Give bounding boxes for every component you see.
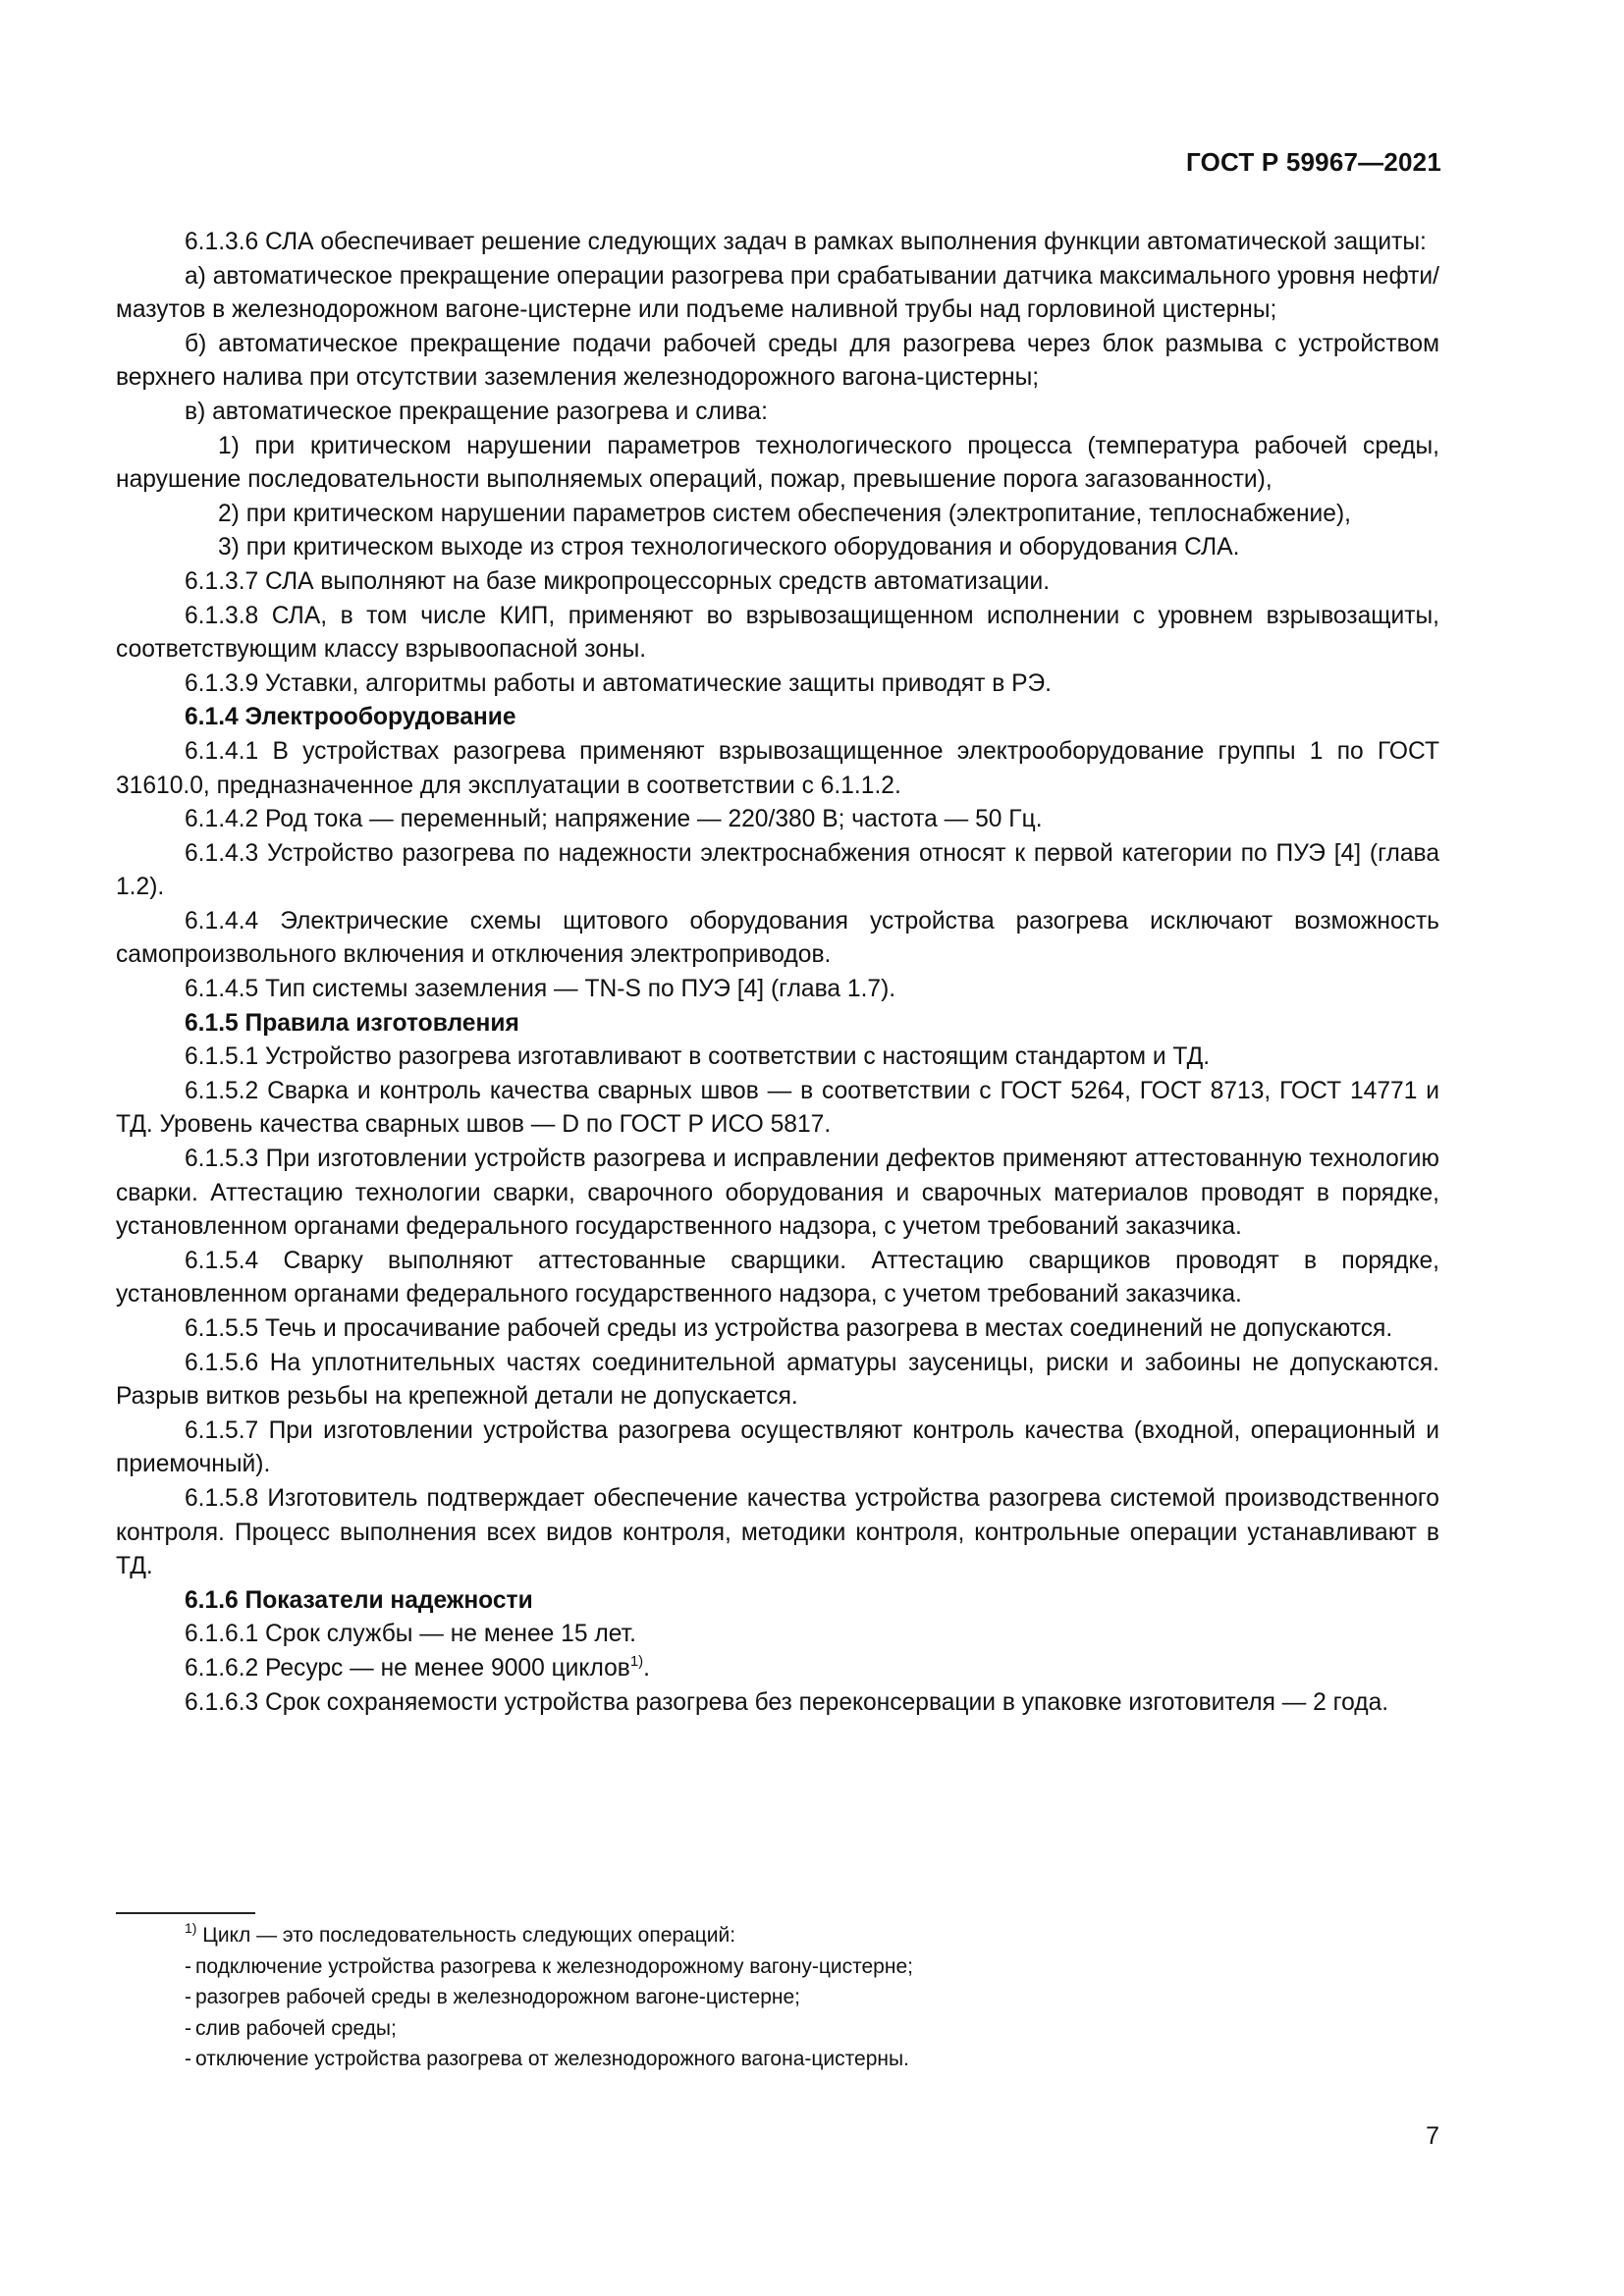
section-heading-6-1-6: 6.1.6 Показатели надежности (185, 1586, 533, 1614)
paragraph-6-1-5-4: 6.1.5.4 Сварку выполняют аттестованные сварщики. Аттестацию сварщиков проводят в порядке, установленном органами федерального государственного надзора, с учетом требований заказчика. (116, 1247, 1439, 1308)
paragraph-6-1-4-2: 6.1.4.2 Род тока — переменный; напряжение — 220/380 В; частота — 50 Гц. (185, 806, 1043, 833)
main-text (116, 226, 1439, 1720)
footnote-block (185, 1920, 1363, 2075)
paragraph-6-1-5-5: 6.1.5.5 Течь и просачивание рабочей среды из устройства разогрева в местах соединений не допускаются. (185, 1315, 1393, 1342)
footnote-item-text: подключение устройства разогрева к железнодорожному вагону-цистерне; (195, 1954, 913, 1978)
footnote-item-text: отключение устройства разогрева от железнодорожного вагона-цистерны. (195, 2048, 909, 2070)
footnote-list-item (185, 1982, 1363, 2013)
paragraph-6-1-3-8: 6.1.3.8 СЛА, в том числе КИП, применяют во взрывозащищенном исполнении с уровнем взрывозащиты, соответствующим классу взрывоопасной зоны. (116, 602, 1439, 664)
footnote-intro-text: Цикл — это последовательность следующих операций: (196, 1924, 736, 1947)
dash-marker: - (185, 2016, 191, 2040)
paragraph-6-1-5-8: 6.1.5.8 Изготовитель подтверждает обеспечение качества устройства разогрева системой производственного контроля. Процесс выполнения всех видов контроля, методики контроля, контрольные операции устанавливают в ТД. (116, 1484, 1439, 1580)
footnote-item-text: слив рабочей среды; (195, 2016, 397, 2040)
dash-marker: - (185, 1986, 191, 2008)
footnote-divider (116, 1912, 255, 1914)
section-heading-6-1-4: 6.1.4 Электрооборудование (185, 704, 516, 731)
paragraph-6-1-4-3: 6.1.4.3 Устройство разогрева по надежности электроснабжения относят к первой категории по ПУЭ [4] (глава 1.2). (116, 839, 1439, 901)
paragraph-6-1-5-2: 6.1.5.2 Сварка и контроль качества сварных швов — в соответствии с ГОСТ 5264, ГОСТ 8713, ГОСТ 14771 и ТД. Уровень качества сварных швов — D по ГОСТ Р ИСО 5817. (116, 1077, 1439, 1139)
paragraph-6-1-6-2-end: . (643, 1654, 651, 1682)
sub-item-1: 1) при критическом нарушении параметров технологического процесса (температура рабочей среды, нарушение последовательности выполняемых операций, пожар, превышение порога загазованности), (116, 432, 1439, 494)
paragraph-6-1-4-4: 6.1.4.4 Электрические схемы щитового оборудования устройства разогрева исключают возможность самопроизвольного включения и отключения электроприводов. (116, 907, 1439, 969)
paragraph-6-1-5-6: 6.1.5.6 На уплотнительных частях соединительной арматуры заусеницы, риски и забоины не допускаются. Разрыв витков резьбы на крепежной детали не допускается. (116, 1349, 1439, 1411)
footnote-intro (185, 1920, 1363, 1951)
standard-code-header: ГОСТ Р 59967—2021 (1186, 147, 1441, 177)
dash-marker: - (185, 1954, 191, 1978)
paragraph-6-1-6-2 (116, 1652, 1439, 1686)
paragraph-6-1-5-7: 6.1.5.7 При изготовлении устройства разогрева осуществляют контроль качества (входной, операционный и приемочный). (116, 1416, 1439, 1478)
footnote-item-text: разогрев рабочей среды в железнодорожном вагоне-цистерне; (195, 1986, 801, 2008)
sub-item-2: 2) при критическом нарушении параметров систем обеспечения (электропитание, теплоснабжение), (218, 500, 1351, 527)
paragraph-6-1-3-9: 6.1.3.9 Уставки, алгоритмы работы и автоматические защиты приводят в РЭ. (185, 669, 1053, 697)
paragraph-6-1-4-1: 6.1.4.1 В устройствах разогрева применяют взрывозащищенное электрооборудование группы 1 по ГОСТ 31610.0, предназначенное для эксплуатации в соответствии с 6.1.1.2. (116, 737, 1439, 799)
footnote-list-item (185, 2044, 1363, 2075)
footnote-list-item (185, 2013, 1363, 2045)
paragraph-6-1-6-3: 6.1.6.3 Срок сохраняемости устройства разогрева без переконсервации в упаковке изготовителя — 2 года. (185, 1688, 1389, 1716)
paragraph-6-1-4-5: 6.1.4.5 Тип системы заземления — TN-S по ПУЭ [4] (глава 1.7). (185, 976, 896, 1003)
paragraph-6-1-6-2-text: 6.1.6.2 Ресурс — не менее 9000 циклов (185, 1654, 630, 1682)
page-number: 7 (1426, 2122, 1439, 2150)
footnote-reference[interactable]: 1) (629, 1652, 644, 1670)
paragraph-6-1-5-3: 6.1.5.3 При изготовлении устройств разогрева и исправлении дефектов применяют аттестованную технологию сварки. Аттестацию технологии сварки, сварочного оборудования и сварочных материалов проводят в порядке, установленном органами федерального государственного надзора, с учетом требований заказчика. (116, 1146, 1439, 1241)
list-item-v: в) автоматическое прекращение разогрева и слива: (185, 398, 768, 425)
sub-item-3: 3) при критическом выходе из строя технологического оборудования и оборудования СЛА. (218, 534, 1240, 561)
paragraph-6-1-3-6: 6.1.3.6 СЛА обеспечивает решение следующих задач в рамках выполнения функции автоматической защиты: (185, 229, 1427, 255)
footnote-mark: 1) (185, 1920, 197, 1936)
footnote-list-item (185, 1951, 1363, 1983)
paragraph-6-1-6-1: 6.1.6.1 Срок службы — не менее 15 лет. (185, 1621, 636, 1648)
paragraph-6-1-3-7: 6.1.3.7 СЛА выполняют на базе микропроцессорных средств автоматизации. (185, 567, 1051, 595)
list-item-b: б) автоматическое прекращение подачи рабочей среды для разогрева через блок размыва с устройством верхнего налива при отсутствии заземления железнодорожного вагона-цистерны; (116, 330, 1439, 392)
list-item-a: а) автоматическое прекращение операции разогрева при срабатывании датчика максимального уровня нефти/мазутов в железнодорожном вагоне-цистерне или подъеме наливной трубы над горловиной цистерны; (116, 262, 1439, 324)
section-heading-6-1-5: 6.1.5 Правила изготовления (185, 1009, 519, 1037)
paragraph-6-1-5-1: 6.1.5.1 Устройство разогрева изготавливают в соответствии с настоящим стандартом и ТД. (185, 1043, 1211, 1071)
dash-marker: - (185, 2048, 191, 2070)
